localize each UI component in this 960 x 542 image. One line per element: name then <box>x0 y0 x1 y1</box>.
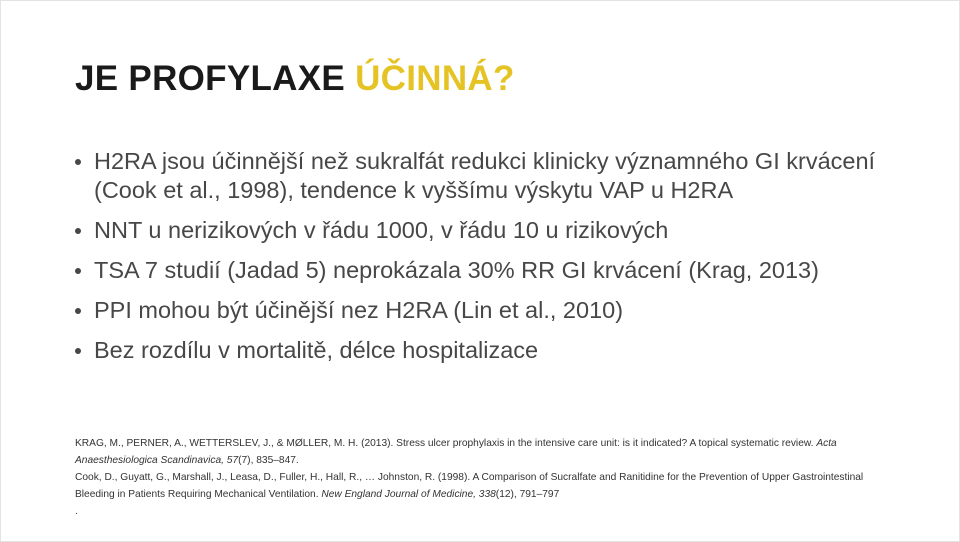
bullet-dot-icon <box>75 159 81 165</box>
bullet-text: NNT u nerizikových v řádu 1000, v řádu 10 u rizikových <box>94 217 669 243</box>
reference-tail: (12), 791–797 <box>495 489 560 500</box>
bullet-dot-icon <box>75 228 81 234</box>
title-accent: ÚČINNÁ? <box>355 59 515 98</box>
bullet-item <box>75 336 905 365</box>
bullet-item <box>75 216 905 245</box>
reference-text: Cook, D., Guyatt, G., Marshall, J., Leasa, D., Fuller, H., Hall, R., … Johnston, R. (1998). A Comparison of Sucralfate and Ranitidine for the Prevention of Upper Gastrointestinal Bleeding in Patients Requiring Mechanical Ventilation. <box>75 472 864 500</box>
bullet-dot-icon <box>75 348 81 354</box>
bullet-text: Bez rozdílu v mortalitě, délce hospitalizace <box>94 337 539 363</box>
bullet-list <box>75 147 905 376</box>
bullet-dot-icon <box>75 268 81 274</box>
bullet-text: H2RA jsou účinnější než sukralfát redukci klinicky významného GI krvácení (Cook et al., 1998), tendence k vyššímu výskytu VAP u H2RA <box>94 148 876 203</box>
bullet-dot-icon <box>75 308 81 314</box>
slide-title <box>75 57 515 101</box>
reference-cook <box>75 469 905 503</box>
reference-krag <box>75 435 905 469</box>
reference-tail: (7), 835–847. <box>238 455 299 466</box>
bullet-item <box>75 147 905 205</box>
reference-journal: New England Journal of Medicine, 338 <box>321 489 496 500</box>
bullet-item <box>75 296 905 325</box>
title-main: JE PROFYLAXE <box>75 59 356 98</box>
bullet-text: PPI mohou být účinější nez H2RA (Lin et al., 2010) <box>94 297 624 323</box>
trailing-dot: . <box>75 506 78 517</box>
bullet-text: TSA 7 studií (Jadad 5) neprokázala 30% RR GI krvácení (Krag, 2013) <box>94 257 819 283</box>
reference-text: KRAG, M., PERNER, A., WETTERSLEV, J., & MØLLER, M. H. (2013). Stress ulcer prophylaxis in the intensive care unit: is it indicated? A topical systematic review. <box>75 438 817 449</box>
bullet-item <box>75 256 905 285</box>
references <box>75 435 905 520</box>
reference-journal: Acta Anaesthesiologica Scandinavica, 57 <box>75 438 837 466</box>
